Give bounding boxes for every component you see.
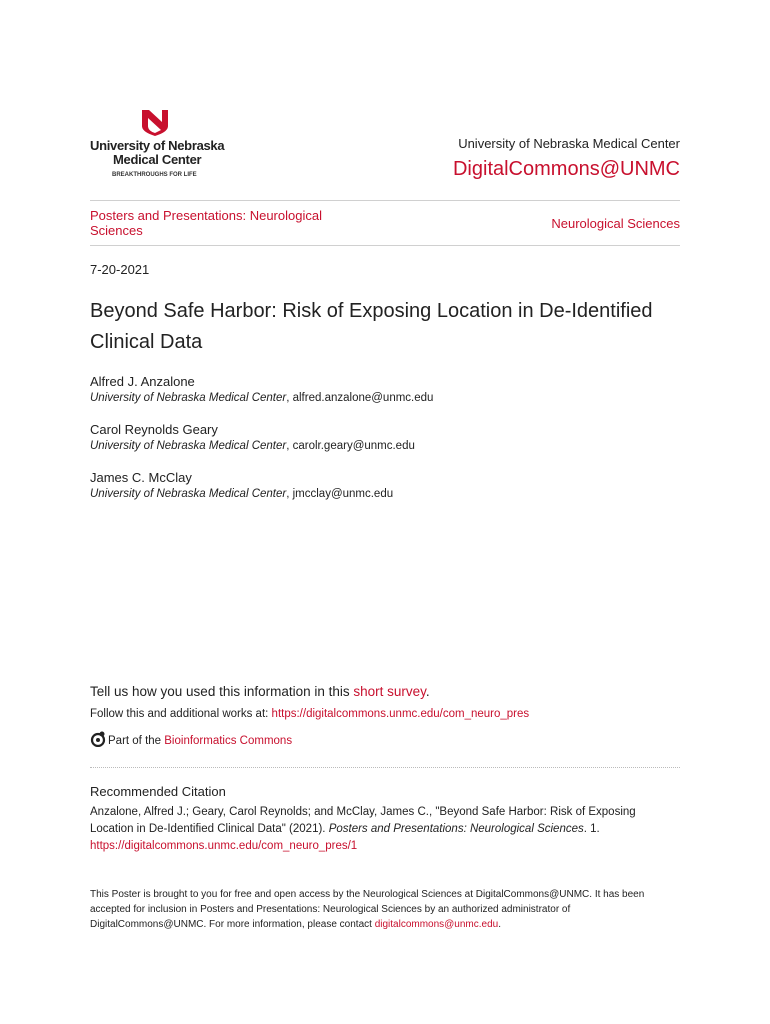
survey-link[interactable]: short survey	[353, 684, 426, 699]
logo-medical-center-text: Medical Center	[113, 152, 202, 167]
unmc-logo	[90, 108, 230, 180]
author-affiliation: University of Nebraska Medical Center, jmcclay@unmc.edu	[90, 488, 394, 500]
author-name: James C. McClay	[90, 470, 192, 485]
department-link[interactable]: Neurological Sciences	[551, 216, 680, 231]
divider-top	[90, 200, 680, 201]
institution-name: University of Nebraska Medical Center	[458, 136, 680, 151]
repository-link[interactable]: DigitalCommons@UNMC	[452, 158, 680, 180]
citation-heading: Recommended Citation	[90, 784, 226, 799]
part-of-line: Part of the Bioinformatics Commons	[90, 731, 292, 747]
publication-date: 7-20-2021	[90, 262, 150, 277]
author-name: Carol Reynolds Geary	[90, 422, 218, 437]
divider-dotted	[90, 767, 680, 768]
network-icon	[90, 731, 106, 747]
follow-line: Follow this and additional works at: https://digitalcommons.unmc.edu/com_neuro_pres	[90, 708, 530, 720]
author-affiliation: University of Nebraska Medical Center, alfred.anzalone@unmc.edu	[90, 392, 434, 404]
citation-text: Anzalone, Alfred J.; Geary, Carol Reynolds; and McClay, James C., "Beyond Safe Harbor: Risk of Exposing Location in De-Identified Clinical Data" (2021). Posters and Presentations: Neurological Sciences. 1. https://digitalcommons.unmc.edu/com_neuro_pres/1	[90, 806, 636, 852]
author-name: Alfred J. Anzalone	[90, 374, 195, 389]
collection-url-link[interactable]: https://digitalcommons.unmc.edu/com_neuro_pres	[271, 708, 530, 720]
logo-tagline: BREAKTHROUGHS FOR LIFE	[112, 172, 197, 178]
access-note: This Poster is brought to you for free and open access by the Neurological Sciences at DigitalCommons@UNMC. It has been accepted for inclusion in Posters and Presentations: Neurological Sciences by an authorized administrator of DigitalCommons@UNMC. For more information, please contact digitalcommons@unmc.edu.	[90, 889, 645, 930]
series-link[interactable]: Posters and Presentations: Neurological Sciences	[90, 208, 322, 238]
bioinformatics-commons-link[interactable]: Bioinformatics Commons	[164, 735, 293, 747]
author-affiliation: University of Nebraska Medical Center, carolr.geary@unmc.edu	[90, 440, 415, 452]
nebraska-n-logo-icon	[140, 108, 170, 136]
citation-url-link[interactable]: https://digitalcommons.unmc.edu/com_neuro_pres/1	[90, 840, 358, 852]
document-title: Beyond Safe Harbor: Risk of Exposing Location in De-Identified Clinical Data	[90, 300, 653, 353]
contact-email-link[interactable]: digitalcommons@unmc.edu	[374, 919, 499, 930]
survey-prompt: Tell us how you used this information in this short survey.	[90, 684, 430, 699]
divider-middle	[90, 245, 680, 246]
logo-university-text: University of Nebraska	[90, 138, 225, 153]
